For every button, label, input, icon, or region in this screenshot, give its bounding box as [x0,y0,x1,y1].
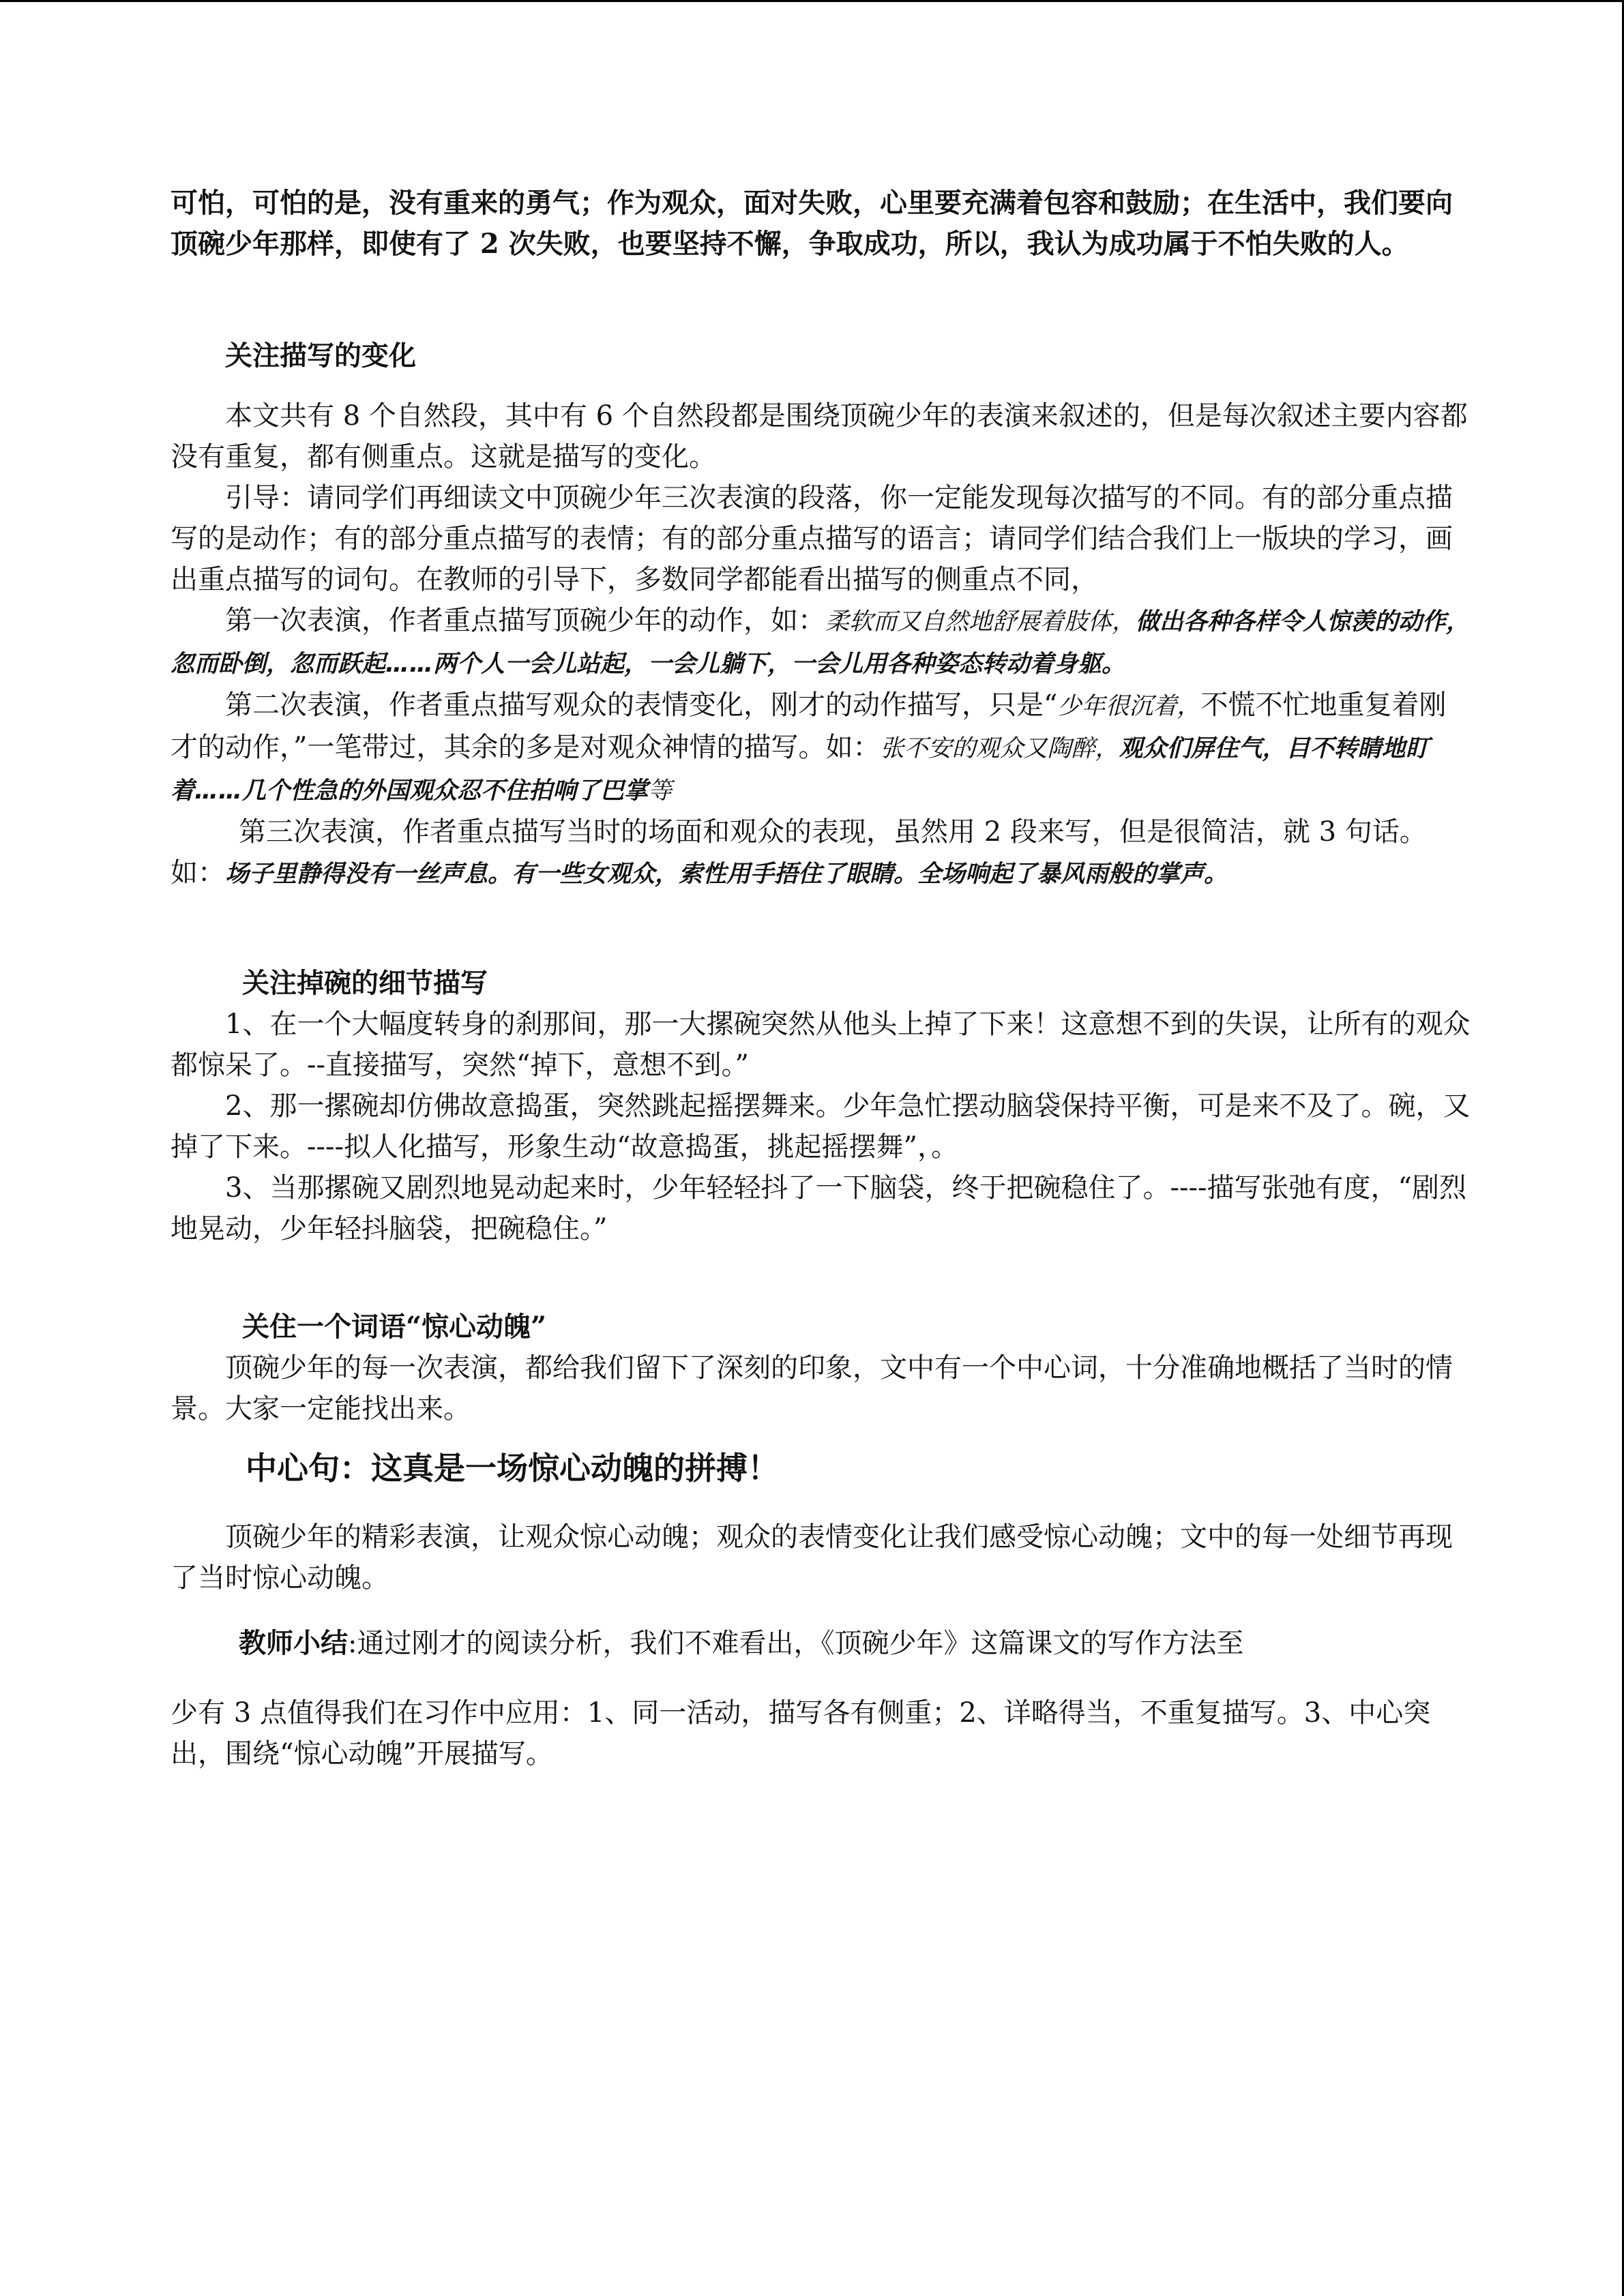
paragraph-central: 顶碗少年的精彩表演，让观众惊心动魄；观众的表情变化让我们感受惊心动魄；文中的每一处细节再现了当时惊心动魄。 [171,1521,1453,1594]
section-heading-bowl-details: 关注掉碗的细节描写 [242,967,488,999]
second-performance-tail: 等 [648,777,673,805]
bowl-detail-item-1: 1、在一个大幅度转身的刹那间，那一大摞碗突然从他头上掉了下来！这意想不到的失误，让所有的观众都惊呆了。--直接描写，突然“掉下，意想不到。” [171,1009,1471,1081]
second-performance-quote-d: 观众们屏住气，目不转睛地盯着……几个性急的外国观众忍不住拍响了巴掌 [171,735,1430,805]
paragraph-guidance: 引导：请同学们再细读文中顶碗少年三次表演的段落，你一定能发现每次描写的不同。有的部分重点描写的是动作；有的部分重点描写的表情；有的部分重点描写的语言；请同学们结合我们上一版块的学习，画出重点描写的词句。在教师的引导下，多数同学都能看出描写的侧重点不同， [171,482,1453,595]
bowl-detail-item-3: 3、当那摞碗又剧烈地晃动起来时，少年轻轻抖了一下脑袋，终于把碗稳住了。----描写张弛有度，“剧烈地晃动，少年轻抖脑袋，把碗稳住。” [171,1172,1466,1244]
document-body [171,183,1473,1774]
second-performance-lead: 第二次表演，作者重点描写观众的表情变化，刚才的动作描写，只是“ [225,689,1058,721]
paragraph-first-performance [171,600,1473,685]
intro-paragraph: 可怕，可怕的是，没有重来的勇气；作为观众，面对失败，心里要充满着包容和鼓励；在生活中，我们要向顶碗少年那样，即使有了 2 次失败，也要坚持不懈，争取成功，所以，我认为成功属于不怕失败的人。 [171,187,1453,260]
summary-line-1-text: :通过刚才的阅读分析，我们不难看出，《顶碗少年》这篇课文的写作方法至 [348,1628,1244,1659]
second-performance-quote-a: 少年很沉着， [1057,693,1201,720]
section-heading-description-change: 关注描写的变化 [225,340,416,372]
section-heading-key-phrase: 关住一个词语“惊心动魄” [242,1311,547,1343]
summary-line-1 [171,1623,1473,1664]
second-performance-quote-c: 张不安的观众又陶醉， [880,735,1119,762]
paragraph-key-phrase: 顶碗少年的每一次表演，都给我们留下了深刻的印象，文中有一个中心词，十分准确地概括了当时的情景。大家一定能找出来。 [171,1352,1453,1425]
summary-line-2: 少有 3 点值得我们在习作中应用：1、同一活动，描写各有侧重；2、详略得当，不重复描写。3、中心突出，围绕“惊心动魄”开展描写。 [171,1697,1431,1770]
paragraph-natural-sections: 本文共有 8 个自然段，其中有 6 个自然段都是围绕顶碗少年的表演来叙述的，但是每次叙述主要内容都没有重复，都有侧重点。这就是描写的变化。 [171,400,1468,473]
paragraph-third-performance [171,811,1473,895]
bowl-detail-item-2: 2、那一摞碗却仿佛故意捣蛋，突然跳起摇摆舞来。少年急忙摆动脑袋保持平衡，可是来不及了。碗，又掉了下来。----拟人化描写，形象生动“故意捣蛋，挑起摇摆舞”，。 [171,1090,1471,1163]
summary-label: 教师小结 [239,1627,348,1659]
second-performance-quote-b: 不慌不忙地重复着刚才的动作， [171,689,1447,763]
third-performance-quote: 场子里静得没有一丝声息。有一些女观众，索性用手捂住了眼睛。全场响起了暴风雨般的掌声。 [225,861,1228,888]
first-performance-quote-a: 柔软而又自然地舒展着肢体， [825,608,1136,636]
second-performance-mid: ”一笔带过，其余的多是对观众神情的描写。如： [293,732,881,763]
paragraph-second-performance [171,685,1473,811]
first-performance-quote-b: 做出各种各样令人惊羡的动作，忽而卧倒，忽而跃起……两个人一会儿站起，一会儿躺下，一会儿用各种姿态转动着身躯。 [171,608,1471,678]
first-performance-lead: 第一次表演，作者重点描写顶碗少年的动作，如： [225,605,825,636]
central-sentence-heading: 中心句：这真是一场惊心动魄的拼搏！ [246,1450,779,1487]
third-performance-lead: 第三次表演，作者重点描写当时的场面和观众的表现，虽然用 2 段来写，但是很简洁，就 3 句话。如： [171,816,1427,889]
